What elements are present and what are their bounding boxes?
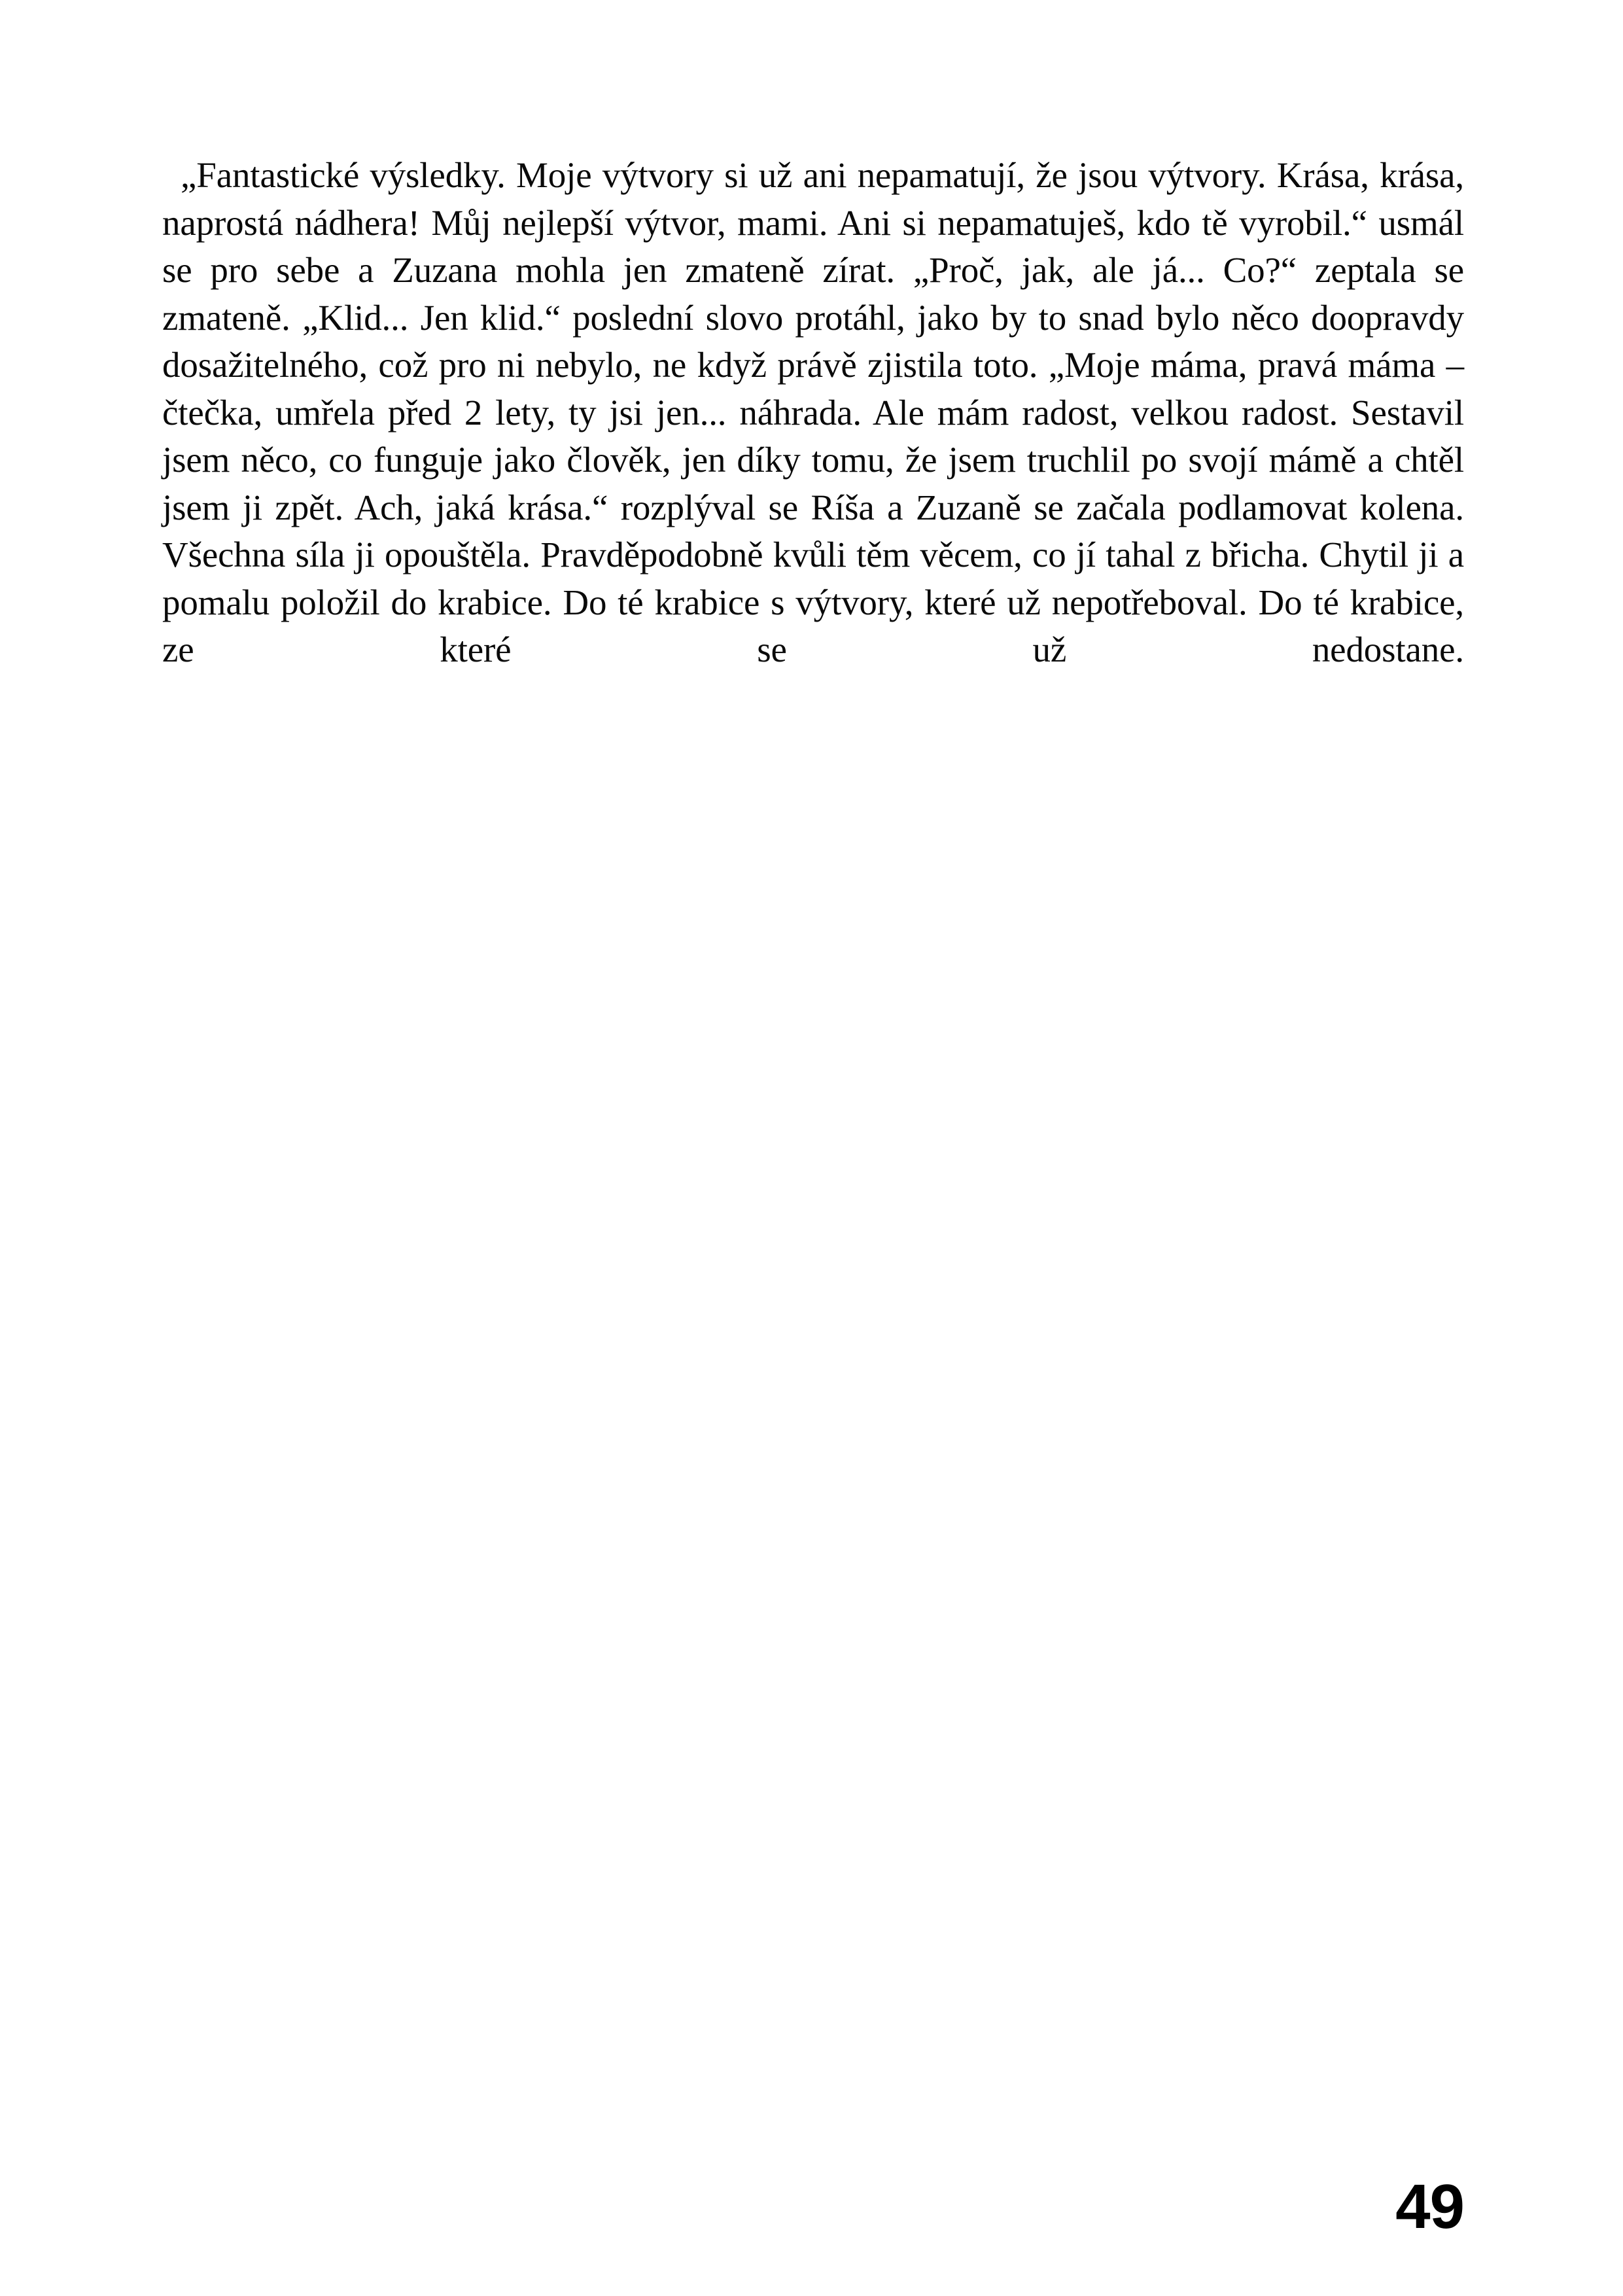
page-text-block <box>162 152 1464 721</box>
body-paragraph: „Fantastické výsledky. Moje výtvory si už ani nepamatují, že jsou výtvory. Krása, krása, naprostá nádhera! Můj nejlepší výtvor, mami. Ani si nepamatuješ, kdo tě vyrobil.“ usmál se pro sebe a Zuzana mohla jen zmateně zírat. „Proč, jak, ale já... Co?“ zeptala se zmateně. „Klid... Jen klid.“ poslední slovo protáhl, jako by to snad bylo něco doopravdy dosažitelného, což pro ni nebylo, ne když právě zjistila toto. „Moje máma, pravá máma – čtečka, umřela před 2 lety, ty jsi jen... náhrada. Ale mám radost, velkou radost. Sestavil jsem něco, co funguje jako člověk, jen díky tomu, že jsem truchlil po svojí mámě a chtěl jsem ji zpět. Ach, jaká krása.“ rozplýval se Ríša a Zuzaně se začala podlamovat kolena. Všechna síla ji opouštěla. Pravděpodobně kvůli těm věcem, co jí tahal z břicha. Chytil ji a pomalu položil do krabice. Do té krabice s výtvory, které už nepotřeboval. Do té krabice, ze které se už nedostane. <box>162 155 1464 669</box>
page-number: 49 <box>1395 2172 1464 2242</box>
